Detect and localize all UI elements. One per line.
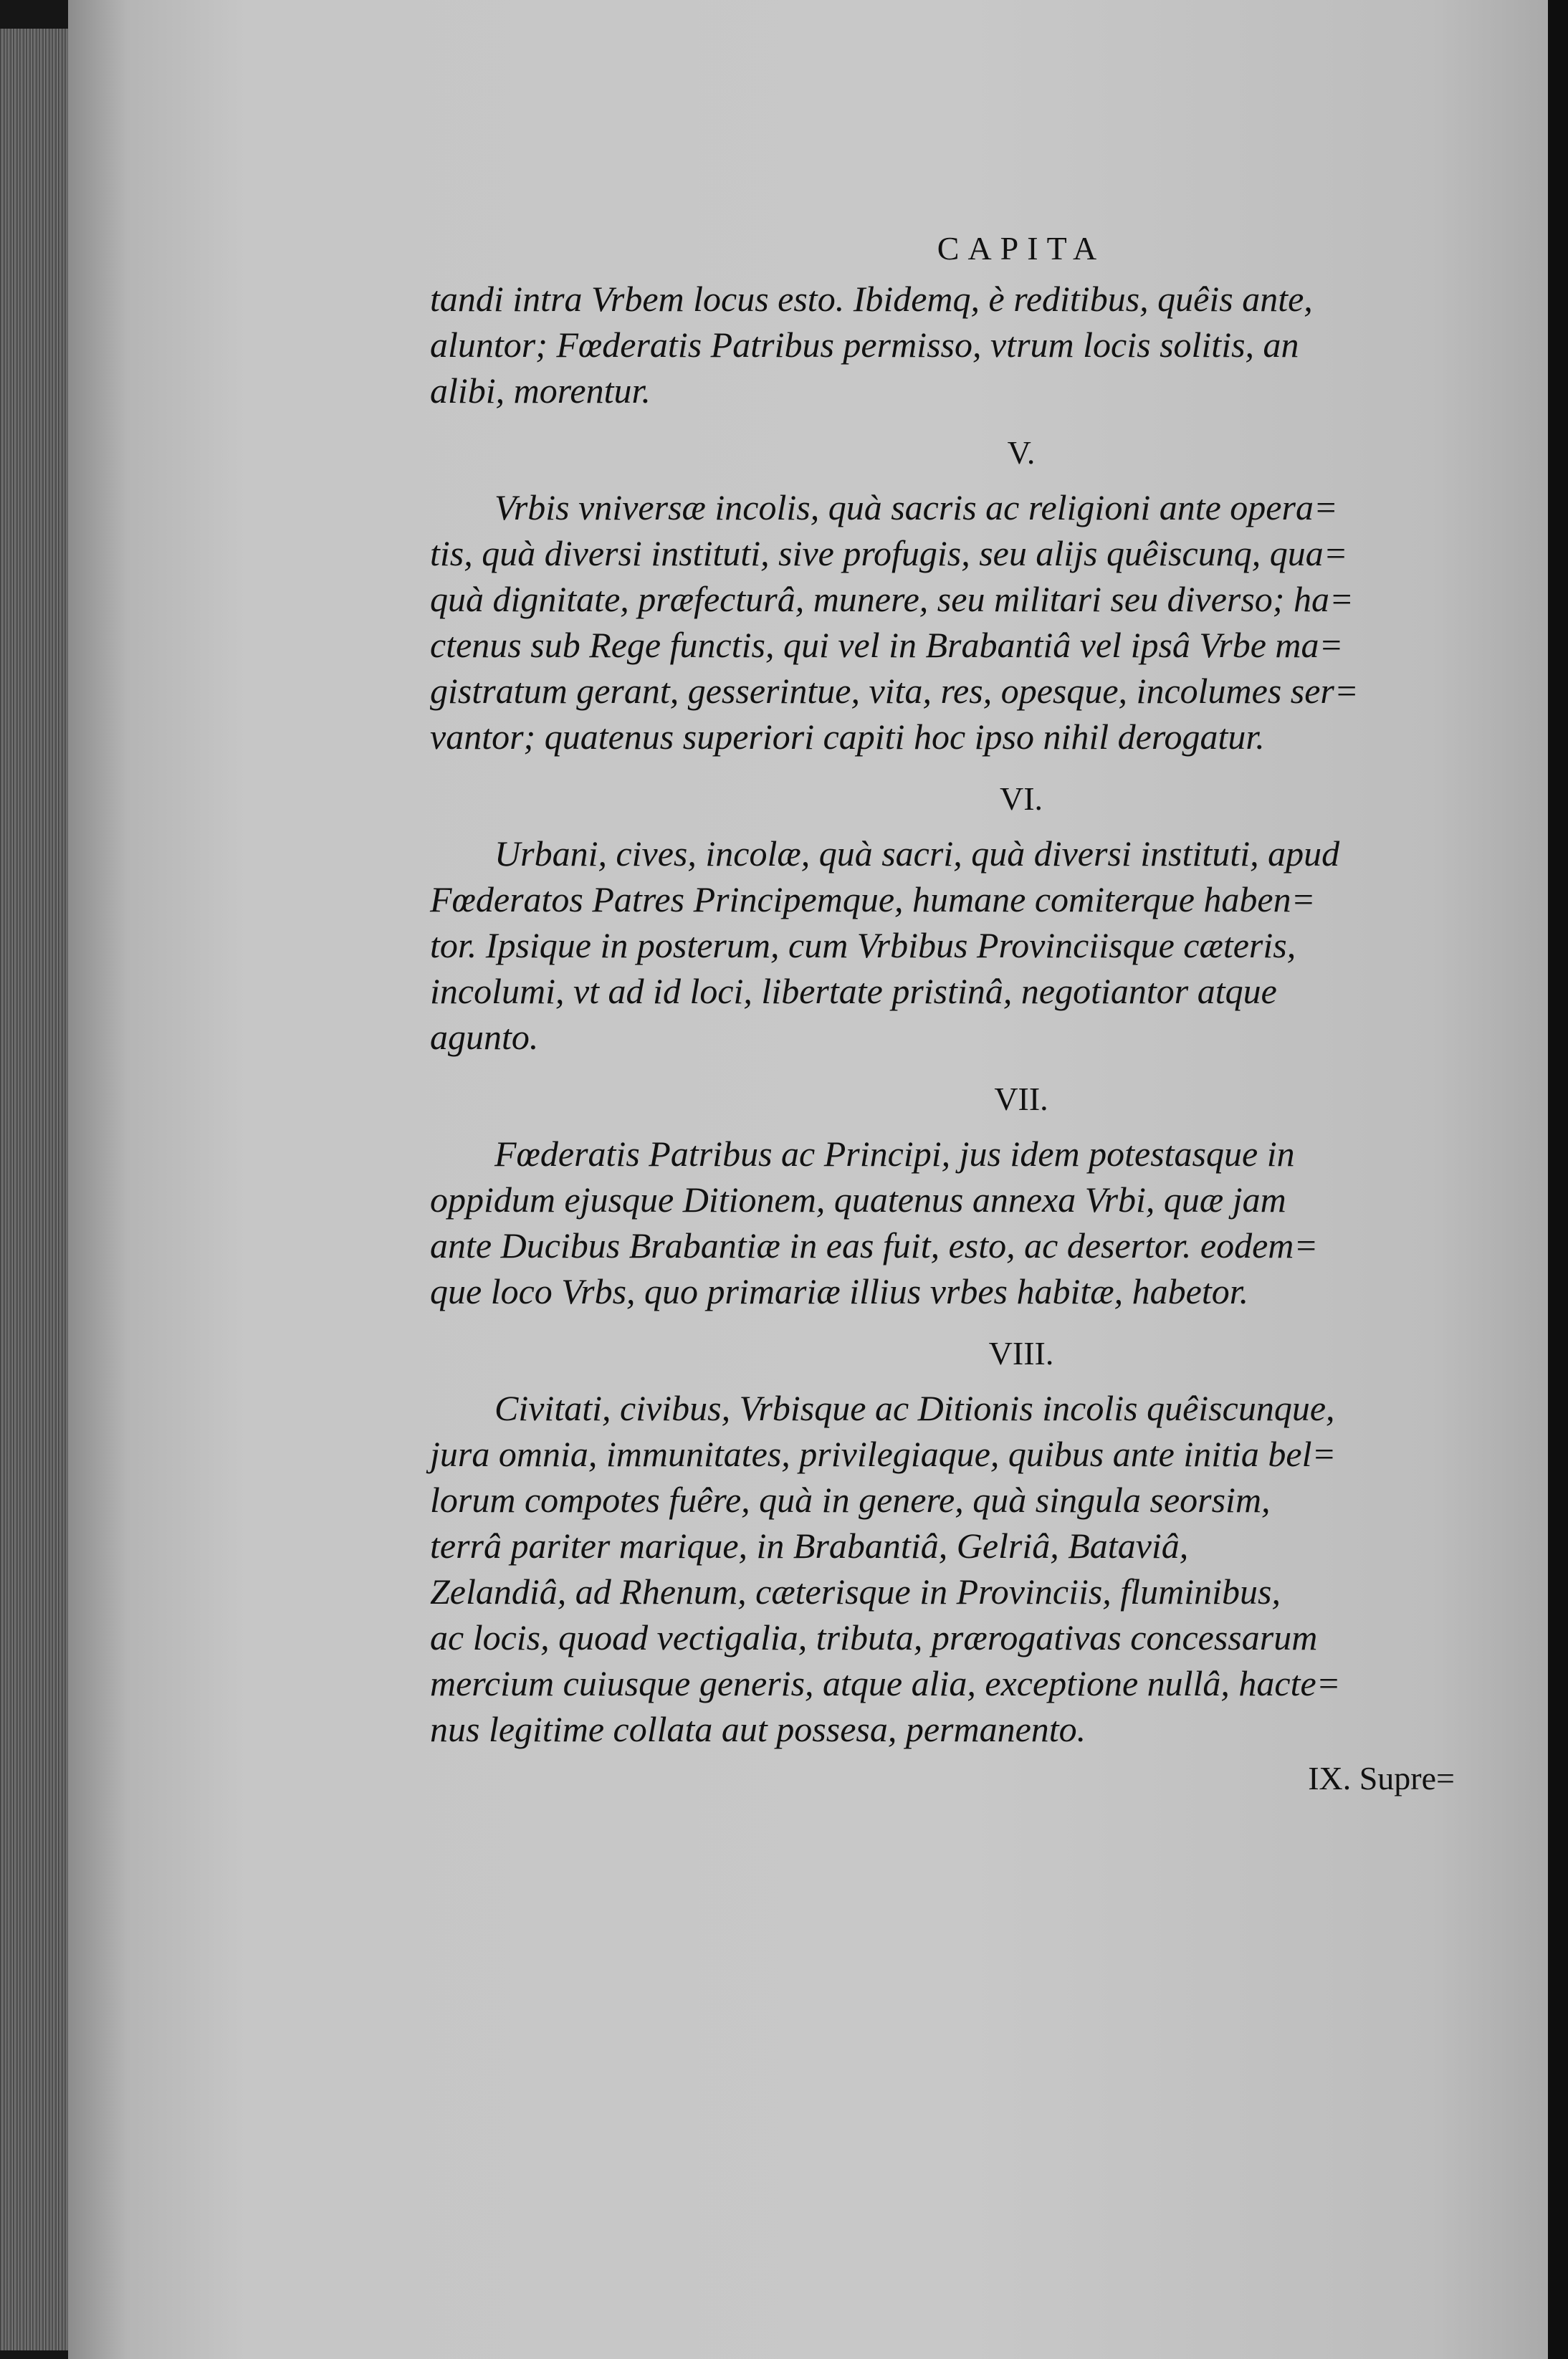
- section-numeral: VI.: [999, 780, 1043, 817]
- section-numeral: VIII.: [988, 1335, 1054, 1372]
- text-line: alibi, morentur.: [430, 370, 651, 411]
- text-line: jura omnia, immunitates, privilegiaque, quibus ante initia bel=: [430, 1434, 1337, 1474]
- page-shadow: [1548, 0, 1568, 2359]
- catchword: IX. Supre=: [1308, 1760, 1455, 1796]
- section-viii: [430, 1334, 1469, 1752]
- text-line: quà dignitate, præfecturâ, munere, seu militari seu diverso; ha=: [430, 579, 1354, 619]
- text-line: nus legitime collata aut possesa, permanento.: [430, 1709, 1086, 1749]
- text-line: gistratum gerant, gesserintue, vita, res, opesque, incolumes ser=: [430, 671, 1359, 711]
- text-block: [430, 229, 1469, 1797]
- section-vi: [430, 780, 1469, 1060]
- text-line: que loco Vrbs, quo primariæ illius vrbes habitæ, habetor.: [430, 1271, 1249, 1311]
- text-line: lorum compotes fuêre, quà in genere, quà singula seorsim,: [430, 1480, 1271, 1520]
- text-line: aluntor; Fœderatis Patribus permisso, vtrum locis solitis, an: [430, 325, 1299, 365]
- text-line: tandi intra Vrbem locus esto. Ibidemq, è reditibus, quêis ante,: [430, 279, 1313, 319]
- text-line: Fœderatis Patribus ac Principi, jus idem potestasque in: [494, 1134, 1295, 1174]
- text-line: tis, quà diversi instituti, sive profugis, seu alijs quêiscunq, qua=: [430, 533, 1348, 573]
- section-vii: [430, 1080, 1469, 1314]
- text-line: oppidum ejusque Ditionem, quatenus annexa Vrbi, quæ jam: [430, 1180, 1286, 1220]
- section-v: [430, 434, 1469, 760]
- text-line: ac locis, quoad vectigalia, tributa, prærogativas concessarum: [430, 1617, 1318, 1657]
- text-line: Fœderatos Patres Principemque, humane comiterque haben=: [430, 879, 1316, 919]
- section-continuation: [430, 276, 1469, 413]
- text-line: ante Ducibus Brabantiæ in eas fuit, esto, ac desertor. eodem=: [430, 1225, 1319, 1265]
- text-line: Urbani, cives, incolæ, quà sacri, quà diversi instituti, apud: [494, 833, 1340, 874]
- text-line: Vrbis vniversæ incolis, quà sacris ac religioni ante opera=: [494, 487, 1338, 527]
- running-head: CAPITA: [937, 230, 1106, 267]
- section-numeral: V.: [1007, 434, 1036, 471]
- text-line: ctenus sub Rege functis, qui vel in Brabantiâ vel ipsâ Vrbe ma=: [430, 625, 1344, 665]
- text-line: agunto.: [430, 1017, 539, 1057]
- text-line: mercium cuiusque generis, atque alia, exceptione nullâ, hacte=: [430, 1663, 1341, 1703]
- text-line: Civitati, civibus, Vrbisque ac Ditionis incolis quêiscunque,: [494, 1388, 1335, 1428]
- text-line: Zelandiâ, ad Rhenum, cæterisque in Provinciis, fluminibus,: [430, 1571, 1281, 1612]
- text-line: vantor; quatenus superiori capiti hoc ipso nihil derogatur.: [430, 717, 1265, 757]
- text-line: terrâ pariter marique, in Brabantiâ, Gelriâ, Bataviâ,: [430, 1526, 1189, 1566]
- text-line: tor. Ipsique in posterum, cum Vrbibus Provinciisque cæteris,: [430, 925, 1296, 965]
- text-line: incolumi, vt ad id loci, libertate pristinâ, negotiantor atque: [430, 971, 1277, 1011]
- page-edges: [0, 29, 68, 2350]
- section-numeral: VII.: [994, 1081, 1048, 1117]
